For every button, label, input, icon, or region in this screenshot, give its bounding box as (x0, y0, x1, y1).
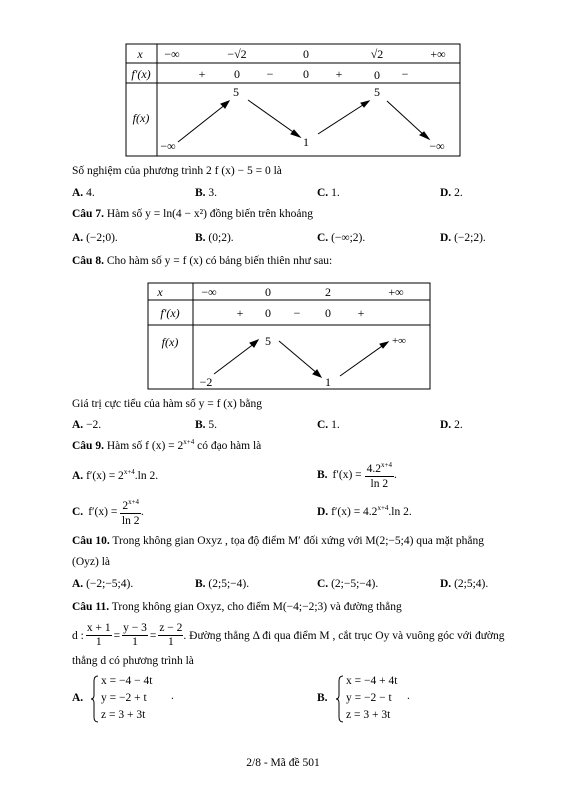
table2-f-value: −2 (199, 375, 213, 389)
table2-f-value: 5 (265, 334, 271, 348)
choice-b[interactable] (195, 578, 249, 590)
table2-sign: − (293, 306, 301, 320)
system-equation: x = −4 + 4t (346, 675, 398, 687)
system-equation: z = 3 + 3t (346, 709, 391, 721)
table1-arrow-up (178, 104, 226, 142)
choice-d[interactable] (440, 187, 463, 199)
table1-f-value: 5 (374, 85, 380, 99)
choice-d[interactable] (440, 419, 463, 431)
question-label: Câu 11. (72, 601, 110, 613)
choice-text-tail: .ln 2. (388, 505, 412, 518)
choice-letter: C. (72, 505, 84, 518)
choice-letter: C. (317, 578, 329, 590)
table1-sign: − (266, 67, 274, 81)
choice-letter: B. (195, 187, 206, 199)
table1-f-value: −∞ (429, 139, 445, 153)
table1-f-value: −∞ (160, 139, 176, 153)
choice-text: 4. (86, 187, 95, 199)
choice-a[interactable] (72, 675, 272, 725)
choice-text: 3. (208, 187, 218, 199)
system-equation: y = −2 − t (346, 692, 392, 704)
table2-arrow-up (214, 343, 255, 374)
choice-letter: A. (72, 692, 84, 704)
choice-dot: . (141, 505, 144, 518)
choice-letter: A. (72, 578, 84, 590)
fraction-denominator: 1 (132, 636, 138, 648)
table1-sign: 0 (303, 67, 309, 81)
table2-sign: + (236, 306, 244, 320)
system-equation: y = −2 + t (101, 692, 147, 704)
choice-a[interactable] (72, 468, 158, 482)
question-label: Câu 8. (72, 255, 104, 267)
table2-x-value: 0 (265, 285, 271, 299)
table1-x-value: −√2 (227, 47, 247, 61)
choice-letter: A. (72, 419, 84, 431)
table1-x-value: +∞ (430, 47, 446, 61)
question-11 (72, 601, 402, 613)
fraction (122, 622, 148, 649)
table1-x-value: √2 (370, 47, 384, 61)
page-footer: 2/8 - Mã đề 501 (246, 757, 320, 769)
choice-dot: . (171, 690, 174, 702)
choice-letter: C. (317, 232, 329, 244)
system-equation: z = 3 + 3t (101, 709, 146, 721)
table2-header-x: x (157, 285, 163, 299)
choice-c[interactable] (317, 419, 340, 431)
numerator-base: 2 (122, 499, 129, 512)
table1-x-value: 0 (303, 47, 309, 61)
choice-letter: D. (440, 419, 452, 431)
table2-x-value: −∞ (201, 285, 217, 299)
variation-table-1 (0, 0, 566, 160)
exponent: x+4 (183, 438, 195, 446)
table2-x-value: +∞ (388, 285, 404, 299)
table2-f-value: 1 (325, 375, 331, 389)
question-8 (72, 255, 332, 267)
table2-x-value: 2 (325, 285, 331, 299)
fraction-denominator: ln 2 (370, 477, 389, 490)
table2-sign: 0 (325, 306, 331, 320)
table1-arrow-up (318, 103, 366, 134)
choice-d[interactable] (317, 504, 412, 518)
equals-sign: = (113, 629, 121, 642)
choice-text: (−2;2). (454, 232, 486, 244)
choice-letter: B. (195, 578, 206, 590)
choice-letter: B. (317, 468, 328, 481)
choice-text: 2. (454, 187, 463, 199)
choice-c[interactable] (72, 496, 144, 528)
table1-sign: 0 (234, 67, 240, 81)
question-label: Câu 9. (72, 439, 104, 452)
question-stem: Hàm số f (x) = 2 (106, 439, 184, 452)
choice-letter: C. (317, 187, 329, 199)
fraction-denominator: 1 (95, 636, 102, 648)
question-11-line-3: thẳng d có phương trình là (72, 655, 194, 667)
variation-table-2 (0, 270, 566, 395)
choice-b[interactable] (195, 187, 217, 199)
table1-x-value: −∞ (164, 47, 180, 61)
table2-sign: 0 (265, 306, 271, 320)
question-stem: Hàm số y = ln(4 − x²) đồng biến trên khoảng (106, 208, 313, 220)
choice-text: 1. (331, 187, 340, 199)
table2-f-value: +∞ (391, 335, 407, 347)
choice-text: (−∞;2). (331, 232, 366, 244)
choice-text: (2;5;4). (454, 578, 489, 590)
question-stem: Trong không gian Oxyz , tọa độ điểm M′ đối xứng với M(2;−5;4) qua mặt phẳng (112, 535, 484, 547)
choice-letter: B. (195, 232, 206, 244)
exponent: x+4 (377, 504, 389, 512)
question-label: Câu 7. (72, 208, 104, 220)
choice-dot: . (407, 690, 410, 702)
question-7 (72, 208, 313, 220)
choice-text: (−2;−5;4). (86, 578, 134, 590)
choice-text: f′(x) = (88, 505, 118, 518)
question-10-line-2: (Oyz) là (72, 556, 110, 568)
table1-arrow-down (387, 101, 425, 136)
question-stem-tail: . Đường thẳng Δ đi qua điểm M , cắt trục Oy và vuông góc với đường (183, 629, 505, 642)
choice-letter: A. (72, 187, 84, 199)
question-9 (72, 438, 261, 452)
choice-text: f′(x) = (332, 468, 362, 481)
question-stem-tail: có đạo hàm là (194, 439, 262, 452)
table1-arrow-down (248, 100, 296, 134)
fraction-numerator (365, 459, 394, 477)
choice-text: 5. (208, 419, 218, 431)
choice-text: f′(x) = 2 (86, 469, 124, 482)
table1-sign: + (198, 67, 206, 81)
question-stem: Cho hàm số y = f (x) có bảng biến thiên như sau: (106, 255, 333, 267)
choice-b[interactable] (317, 459, 397, 491)
choice-text: (2;−5;−4). (331, 578, 379, 590)
line-d-equation (72, 622, 505, 649)
question-8-prompt: Giá trị cực tiểu của hàm số y = f (x) bằng (72, 398, 262, 410)
choice-text: 2. (454, 419, 463, 431)
choice-b[interactable] (195, 419, 217, 431)
fraction (158, 622, 183, 649)
choice-a[interactable] (72, 232, 118, 244)
choice-a[interactable] (72, 419, 101, 431)
system-equation: x = −4 − 4t (101, 675, 153, 687)
choice-a[interactable] (72, 578, 133, 590)
table1-f-value: 5 (233, 85, 239, 99)
table2-sign: + (357, 306, 365, 320)
choice-letter: A. (72, 232, 84, 244)
table1-header-f: f(x) (132, 111, 150, 125)
choice-letter: A. (72, 469, 84, 482)
choice-b[interactable] (317, 675, 517, 725)
table1-sign: 0 (374, 68, 380, 82)
choice-c[interactable] (317, 578, 378, 590)
choice-text: (−2;0). (86, 232, 118, 244)
fraction-numerator: y − 3 (123, 622, 147, 634)
d-label: d : (72, 629, 84, 642)
table1-sign: − (401, 67, 409, 81)
fraction (120, 496, 141, 528)
choice-d[interactable] (440, 578, 488, 590)
fraction (365, 459, 394, 491)
choice-text: (0;2). (208, 232, 234, 244)
equals-sign: = (149, 629, 157, 642)
table2-arrow-up (340, 344, 385, 376)
numerator-base: 4.2 (366, 462, 382, 475)
table1-f-value: 1 (303, 135, 309, 149)
choice-d[interactable] (440, 232, 486, 244)
choice-text: 1. (331, 419, 340, 431)
choice-text: (2;5;−4). (208, 578, 250, 590)
table1-header-fprime: f′(x) (131, 67, 151, 81)
fraction-numerator: x + 1 (86, 622, 111, 634)
left-brace (335, 675, 345, 723)
table2-header-f: f(x) (161, 335, 179, 349)
choice-letter: B. (195, 419, 206, 431)
fraction-denominator: 1 (168, 636, 174, 648)
question-stem: Trong không gian Oxyz, cho điểm M(−4;−2;3) và đường thẳng (111, 601, 402, 613)
choice-letter: D. (440, 232, 452, 244)
table1-header-x: x (137, 47, 143, 61)
choice-c[interactable] (317, 187, 340, 199)
choice-a[interactable] (72, 187, 95, 199)
choice-b[interactable] (195, 232, 234, 244)
choice-letter: D. (317, 505, 329, 518)
fraction-numerator: z − 2 (159, 622, 183, 634)
choice-text-tail: .ln 2. (134, 469, 159, 482)
choice-c[interactable] (317, 232, 365, 244)
table1-sign: + (335, 67, 343, 81)
table2-arrow-down (279, 341, 318, 374)
left-brace (90, 675, 100, 723)
choice-letter: D. (440, 187, 452, 199)
question-stem: Số nghiệm của phương trình 2 f (x) − 5 = 0 là (72, 165, 282, 177)
choice-letter: D. (440, 578, 452, 590)
exponent: x+4 (128, 498, 140, 506)
fraction (86, 622, 112, 649)
fraction-denominator: ln 2 (121, 514, 140, 527)
fraction-numerator (120, 496, 141, 514)
exponent: x+4 (381, 461, 392, 469)
question-label: Câu 10. (72, 535, 110, 547)
choice-text: f′(x) = 4.2 (331, 505, 378, 518)
choice-letter: B. (317, 692, 328, 704)
table2-header-fprime: f′(x) (160, 306, 180, 320)
choice-letter: C. (317, 419, 329, 431)
question-10 (72, 535, 484, 547)
choice-text: −2. (86, 419, 102, 431)
choice-dot: . (394, 468, 397, 481)
exponent: x+4 (123, 468, 135, 476)
